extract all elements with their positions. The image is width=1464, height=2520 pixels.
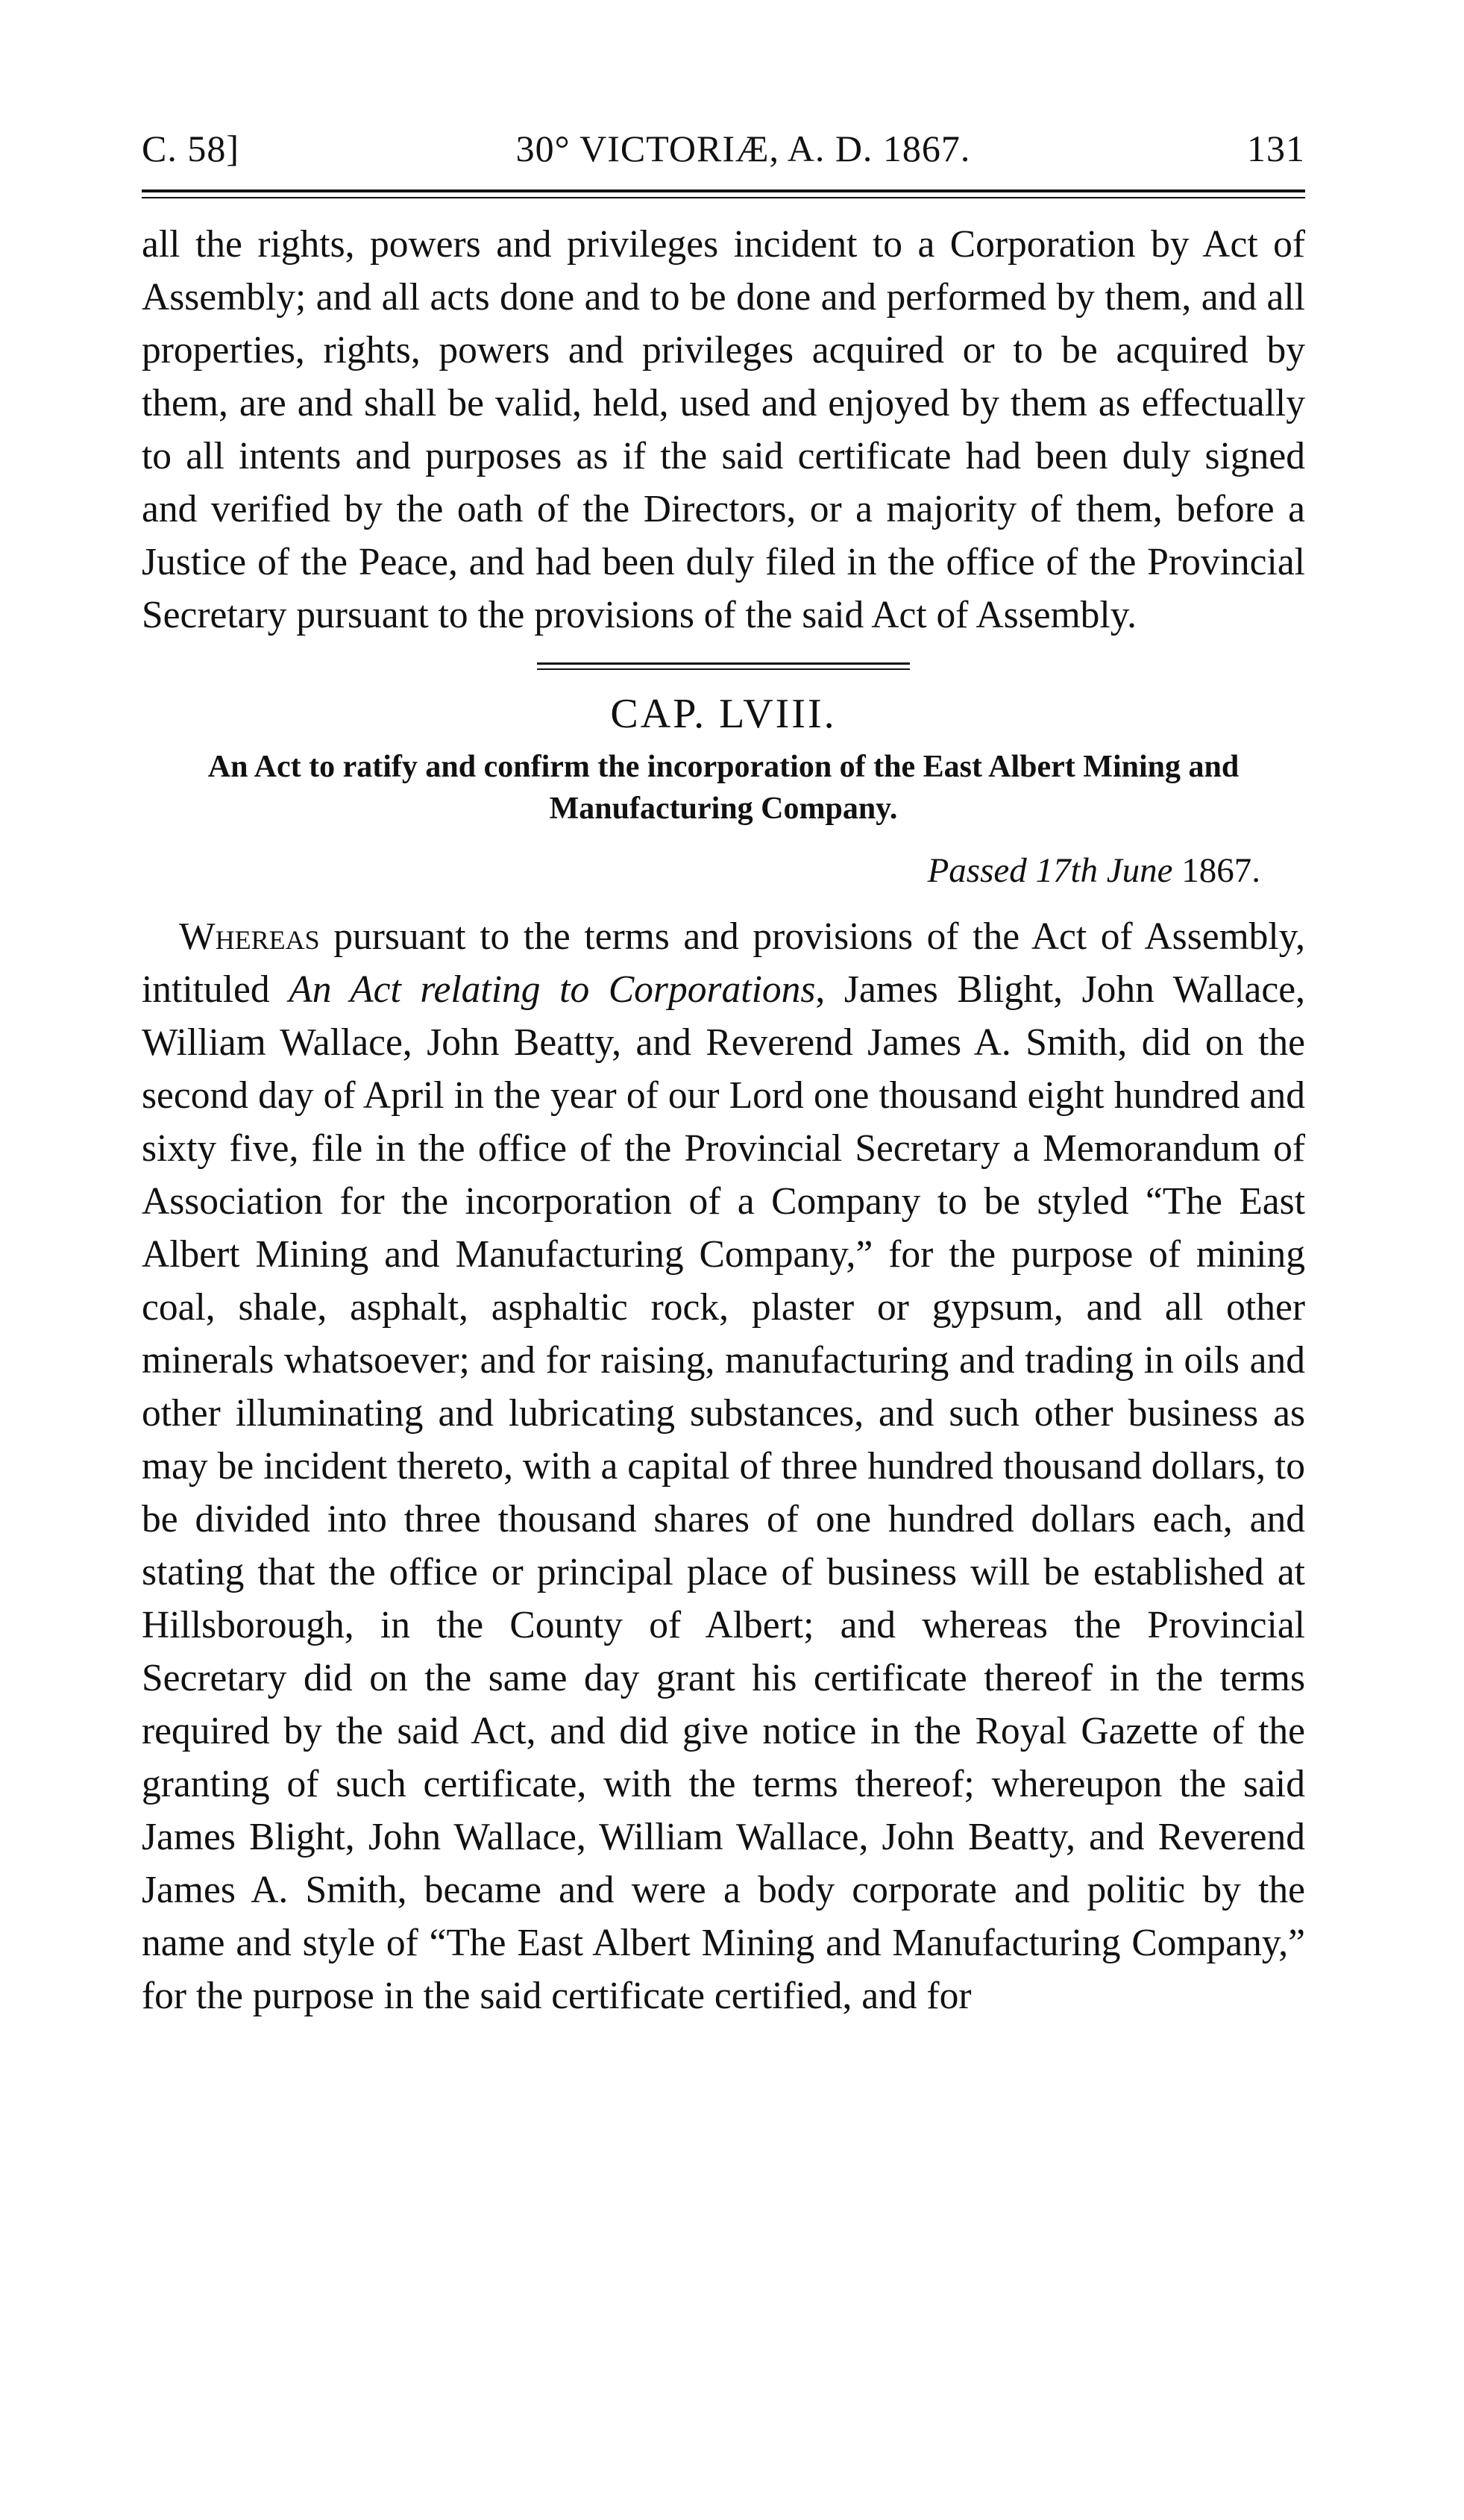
running-title: 30° VICTORIÆ, A. D. 1867. bbox=[515, 128, 971, 169]
act-title: An Act to ratify and confirm the incorporation of the East Albert Mining and Manufacturing Company. bbox=[207, 750, 1240, 826]
page-number: 131 bbox=[1247, 128, 1305, 169]
section-separator bbox=[537, 662, 910, 670]
document-page bbox=[142, 127, 1305, 2022]
preamble-text-1: pursuant to the terms and provisions of the Act of Assembly, intituled bbox=[142, 915, 1305, 1011]
preamble-opening-word: Whereas bbox=[179, 915, 320, 958]
passed-day: 17th June bbox=[1035, 851, 1173, 890]
chapter-heading: CAP. LVIII. bbox=[610, 691, 837, 737]
chapter-reference: C. 58] bbox=[142, 128, 239, 169]
preamble-text-2: , James Blight, John Wallace, William Wallace, John Beatty, and Reverend James A. Smith, did on the second day of April in the year of our Lord one thousand eight hundred and sixty five, file in the office of the Provincial Secretary a Memorandum of Association for the incorporation of a Company to be styled “The East Albert Mining and Manufacturing Company,” for the purpose of mining coal, shale, asphalt, asphaltic rock, plaster or gypsum, and all other minerals whatsoever; and for raising, manufacturing and trading in oils and other illuminating and lubricating substances, and such other business as may be incident thereto, with a capital of three hundred thousand dollars, to be divided into three thousand shares of one hundred dollars each, and stating that the office or principal place of business will be established at Hillsborough, in the County of Albert; and whereas the Provincial Secretary did on the same day grant his certificate thereof in the terms required by the said Act, and did give notice in the Royal Gazette of the granting of such certificate, with the terms thereof; whereupon the said James Blight, John Wallace, William Wallace, John Beatty, and Reverend James A. Smith, became and were a body corporate and politic by the name and style of “The East Albert Mining and Manufacturing Company,” for the purpose in the said certificate certified, and for bbox=[142, 968, 1306, 2017]
preamble-paragraph bbox=[142, 910, 1305, 2022]
passed-label: Passed bbox=[927, 851, 1027, 890]
header-rule bbox=[142, 189, 1305, 198]
running-header bbox=[142, 127, 1305, 179]
act-reference: An Act relating to Corporations bbox=[289, 968, 816, 1011]
continuation-paragraph: all the rights, powers and privileges incident to a Corporation by Act of Assembly; and all acts done and to be done and performed by them, and all properties, rights, powers and privileges acquired or to be acquired by them, are and shall be valid, held, used and enjoyed by them as effectually to all intents and purposes as if the said certificate had been duly signed and verified by the oath of the Directors, or a majority of them, before a Justice of the Peace, and had been duly filed in the office of the Provincial Secretary pursuant to the provisions of the said Act of Assembly. bbox=[142, 223, 1305, 636]
passed-year: 1867. bbox=[1181, 851, 1260, 890]
passed-date bbox=[142, 847, 1305, 894]
